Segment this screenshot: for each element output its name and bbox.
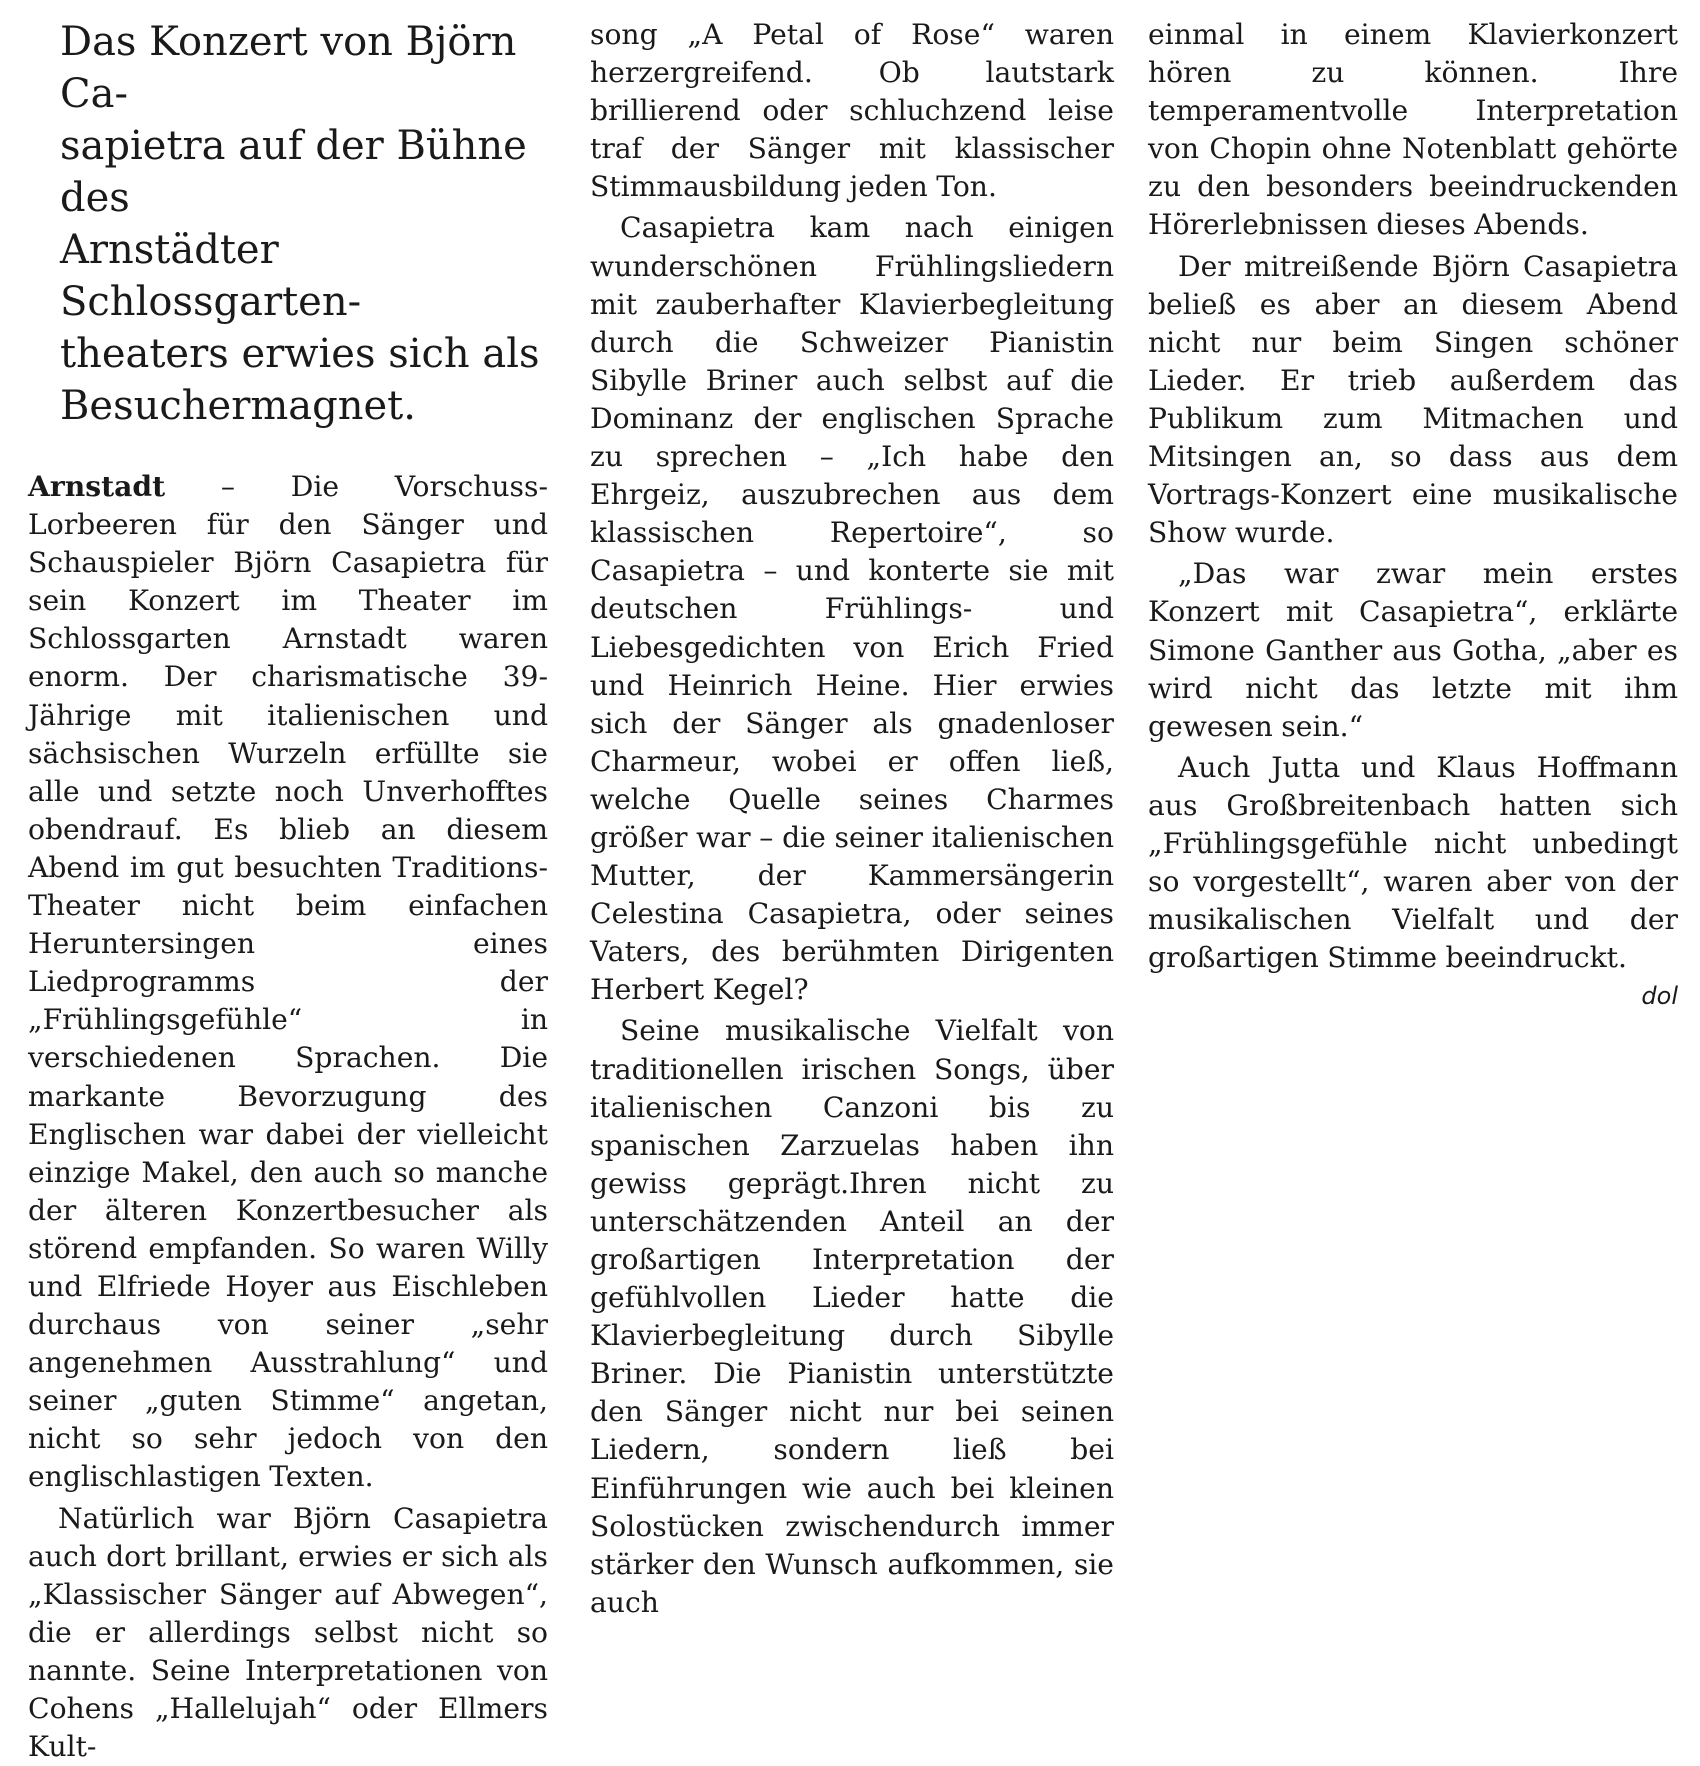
paragraph-6: „Das war zwar mein erstes Konzert mit Casapietra“, erklärte Simone Ganther aus Gotha, „aber es wird nicht das letzte mit ihm gewesen sein.“ [1148,557,1678,743]
author-initials: dol [1641,982,1678,1011]
dateline: Arnstadt [28,470,166,503]
paragraph-3: Casapietra kam nach einigen wunderschönen Frühlingsliedern mit zauberhafter Klavierbegleitung durch die Schweizer Pianistin Sibylle Briner auch selbst auf die Dominanz der englischen Sprache zu sprechen – „Ich habe den Ehrgeiz, auszubrechen aus dem klassischen Repertoire“, so Casapietra – und konterte sie mit deutschen Frühlings- und Liebesgedichten von Erich Fried und Heinrich Heine. Hier erwies sich der Sänger als gnadenloser Charmeur, wobei er offen ließ, welche Quelle seines Charmes größer war – die seiner italienischen Mutter, der Kammersängerin Celestina Casapietra, oder seines Vaters, des berühmten Dirigenten Herbert Kegel? [590,211,1114,1007]
paragraph-7-text: Auch Jutta und Klaus Hoffmann aus Großbreitenbach hatten sich „Frühlingsgefühle nicht unbedingt so vorgestellt“, waren aber von der musikalischen Vielfalt und der großartigen Stimme beeindruckt. [1148,750,1678,975]
column-2 [590,16,1114,1622]
column-1 [28,16,548,1766]
paragraph-2-part-1: Natürlich war Björn Casapietra auch dort brillant, erwies er sich als „Klassischer Sänger auf Abwegen“, die er allerdings selbst nicht so nannte. Seine Interpretationen von Cohens „Hallelujah“ oder Ellmers Kult- [28,1501,548,1764]
lead-spacer [28,432,548,468]
paragraph-7 [1148,749,1678,1011]
paragraph-1 [28,468,548,1497]
paragraph-4-part-2: einmal in einem Klavierkonzert hören zu können. Ihre temperamentvolle Interpretation von Chopin ohne Notenblatt gehörte zu den besonders beeindruckenden Hörerlebnissen dieses Abends. [1148,18,1678,242]
lead-teaser: Das Konzert von Björn Ca- sapietra auf der Bühne des Arnstädter Schlossgarten- theaters erwies sich als Besuchermagnet. [60,19,540,429]
paragraph-1-text: – Die Vorschuss-Lorbeeren für den Sänger und Schauspieler Björn Casapietra für sein Konzert im Theater im Schlossgarten Arnstadt waren enorm. Der charismatische 39-Jährige mit italienischen und sächsischen Wurzeln erfüllte sie alle und setzte noch Unverhofftes obendrauf. Es blieb an diesem Abend im gut besuchten Traditions-Theater nicht beim einfachen Heruntersingen eines Liedprogramms der „Frühlingsgefühle“ in verschiedenen Sprachen. Die markante Bevorzugung des Englischen war dabei der vielleicht einzige Makel, den auch so manche der älteren Konzertbesucher als störend empfanden. So waren Willy und Elfriede Hoyer aus Eischleben durchaus von seiner „sehr angenehmen Ausstrahlung“ und seiner „guten Stimme“ angetan, nicht so sehr jedoch von den englischlastigen Texten. [28,470,548,1494]
column-3 [1148,16,1678,1015]
paragraph-2-part-2: song „A Petal of Rose“ waren herzergreifend. Ob lautstark brillierend oder schluchzend leise traf der Sänger mit klassischer Stimmausbildung jeden Ton. [590,18,1114,204]
paragraph-4-part-1: Seine musikalische Vielfalt von traditionellen irischen Songs, über italienischen Canzoni bis zu spanischen Zarzuelas haben ihn gewiss geprägt.Ihren nicht zu unterschätzenden Anteil an der großartigen Interpretation der gefühlvollen Lieder hatte die Klavierbegleitung durch Sibylle Briner. Die Pianistin unterstützte den Sänger nicht nur bei seinen Liedern, sondern ließ bei Einführungen wie auch bei kleinen Solostücken zwischendurch immer stärker den Wunsch aufkommen, sie auch [590,1014,1114,1619]
paragraph-5: Der mitreißende Björn Casapietra beließ es aber an diesem Abend nicht nur beim Singen schöner Lieder. Er trieb außerdem das Publikum zum Mitmachen und Mitsingen an, so dass aus dem Vortrags-Konzert eine musikalische Show wurde. [1148,249,1678,550]
